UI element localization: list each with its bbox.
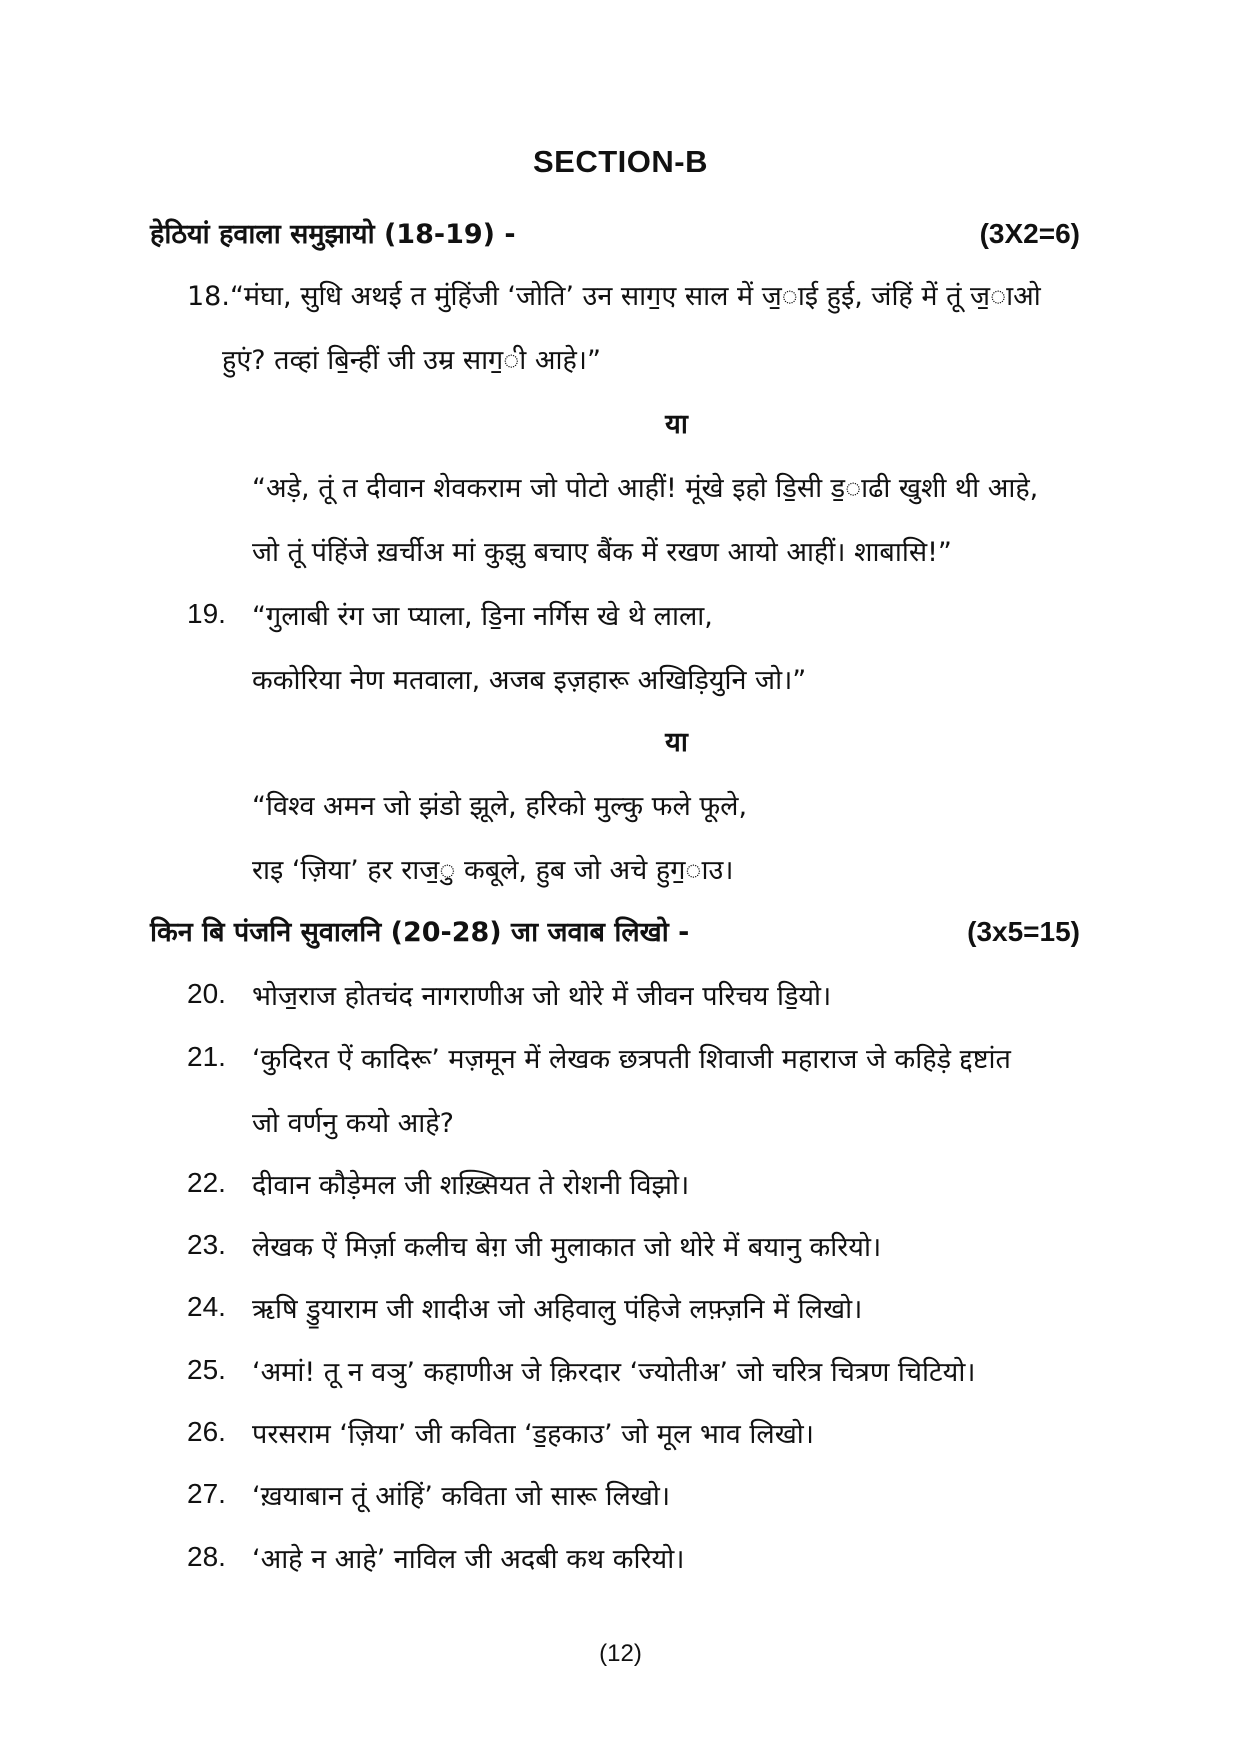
part2-marks: (3x5=15): [967, 916, 1080, 947]
q24-number: 24.: [187, 1291, 226, 1322]
part2-heading: किन बि पंजनि सुवालनि (20-28) जा जवाब लिखो -: [150, 917, 690, 948]
part1-heading: हेठियां हवाला समुझायो (18-19) -: [150, 219, 516, 250]
q27-number: 27.: [187, 1478, 226, 1509]
section-title: SECTION-B: [533, 144, 708, 179]
q21-text-line2: जो वर्णनु कयो आहे?: [252, 1108, 454, 1139]
q18-alt-line1: “अड़े, तूं त दीवान शेवकराम जो पोटो आहीं! मूंखे इहो डि॒सी ड॒ाढी खुशी थी आहे,: [252, 473, 1039, 504]
q19-line2: ककोरिया नेण मतवाला, अजब इज़हारू अखिड़ियुनि जो।”: [252, 665, 807, 696]
part1-marks: (3X2=6): [979, 218, 1080, 249]
q20-number: 20.: [187, 978, 226, 1009]
q22-number: 22.: [187, 1167, 226, 1198]
q22-text: दीवान कौड़ेमल जी शख़्सियत ते रोशनी विझो।: [252, 1170, 690, 1201]
q24-text: ऋषि डु॒याराम जी शादीअ जो अहिवालु पंहिजे लफ़्ज़नि में लिखो।: [252, 1294, 863, 1325]
q20-text: भोज॒राज होतचंद नागराणीअ जो थोरे में जीवन परिचय डि॒यो।: [252, 981, 832, 1012]
q23-text: लेखक ऐं मिर्ज़ा कलीच बेग़ जी मुलाकात जो थोरे में बयानु करियो।: [252, 1232, 882, 1263]
q28-number: 28.: [187, 1541, 226, 1572]
q18-or: या: [665, 409, 688, 440]
part1-heading-row: [150, 214, 1080, 251]
q25-text: ‘अमां! तू न वञु’ कहाणीअ जे क़िरदार ‘ज्योतीअ’ जो चरित्र चित्रण चिटियो।: [252, 1357, 976, 1388]
q21-text: ‘कुदिरत ऐं कादिरू’ मज़मून में लेखक छत्रपती शिवाजी महाराज जे कहिड़े द्दष्टांत: [252, 1044, 1011, 1075]
q19-alt-line1: “विश्व अमन जो झंडो झूले, हरिको मुल्कु फले फूले,: [252, 791, 748, 822]
q25-number: 25.: [187, 1354, 226, 1385]
q18-line1: 18.“मंघा, सुधि अथई त मुंहिंजी ‘जोति’ उन साग॒ए साल में ज॒ाई हुई, जंहिं में तूं ज॒ाओ: [187, 281, 1041, 312]
q18-line2: हुएं? तव्हां बि॒न्हीं जी उम्र साग॒ी आहे।”: [222, 345, 602, 376]
q27-text: ‘ख़याबान तूं आंहिं’ कविता जो सारू लिखो।: [252, 1481, 671, 1512]
page-number: (12): [599, 1640, 642, 1667]
q21-number: 21.: [187, 1041, 226, 1072]
q18-alt-line2: जो तूं पंहिंजे ख़र्चीअ मां कुझु बचाए बैंक में रखण आयो आहीं। शाबासि!”: [252, 537, 952, 568]
part2-heading-row: [150, 912, 1080, 949]
q26-text: परसराम ‘ज़िया’ जी कविता ‘ड॒हकाउ’ जो मूल भाव लिखो।: [252, 1419, 815, 1450]
q19-line1: “गुलाबी रंग जा प्याला, डि॒ना नर्गिस खे थे लाला,: [252, 601, 713, 632]
q23-number: 23.: [187, 1229, 226, 1260]
q19-alt-line2: राइ ‘ज़िया’ हर राज॒ु कबूले, हुब जो अचे हुग॒ाउ।: [252, 855, 734, 886]
q26-number: 26.: [187, 1416, 226, 1447]
q28-text: ‘आहे न आहे’ नाविल जी अदबी कथ करियो।: [252, 1544, 685, 1575]
q19-number: 19.: [187, 598, 226, 629]
q19-or: या: [665, 727, 688, 758]
